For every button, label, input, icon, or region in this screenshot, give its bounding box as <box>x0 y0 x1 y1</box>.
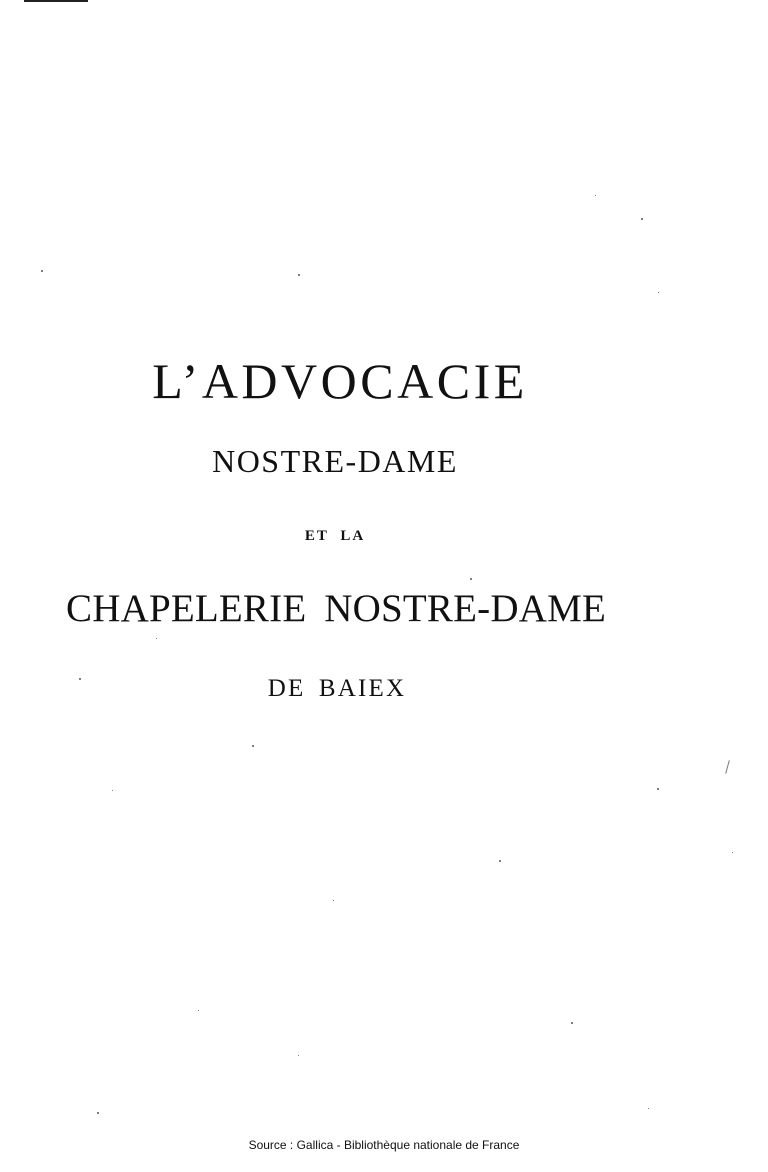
title-nostre-dame: NOSTRE-DAME <box>212 443 458 479</box>
scan-speck <box>648 1108 649 1109</box>
title-de-baiex: DE BAIEX <box>267 675 407 702</box>
scan-speck <box>725 760 730 774</box>
scan-speck <box>41 270 43 272</box>
scan-speck <box>595 195 596 196</box>
scan-speck <box>252 745 254 747</box>
scan-speck <box>112 790 113 791</box>
scan-speck <box>97 1112 99 1114</box>
title-et-la: ET LA <box>304 528 366 544</box>
scan-speck <box>732 852 733 853</box>
scan-speck <box>571 1022 573 1024</box>
scan-speck <box>198 1010 199 1011</box>
title-chapelerie: CHAPELERIE NOSTRE-DAME <box>66 587 606 630</box>
scan-speck <box>298 274 300 276</box>
scan-speck <box>499 860 501 862</box>
scan-speck <box>641 218 643 220</box>
source-attribution: Source : Gallica - Bibliothèque nationale de France <box>248 1138 520 1152</box>
scan-speck <box>470 578 472 580</box>
scan-speck <box>657 788 659 790</box>
scan-speck <box>156 638 157 639</box>
scan-speck <box>333 900 334 901</box>
scan-speck <box>658 292 659 293</box>
page-edge-rule <box>24 0 88 2</box>
scan-speck <box>79 678 81 680</box>
title-advocacie: L’ADVOCACIE <box>152 353 528 409</box>
scan-speck <box>298 1055 299 1056</box>
